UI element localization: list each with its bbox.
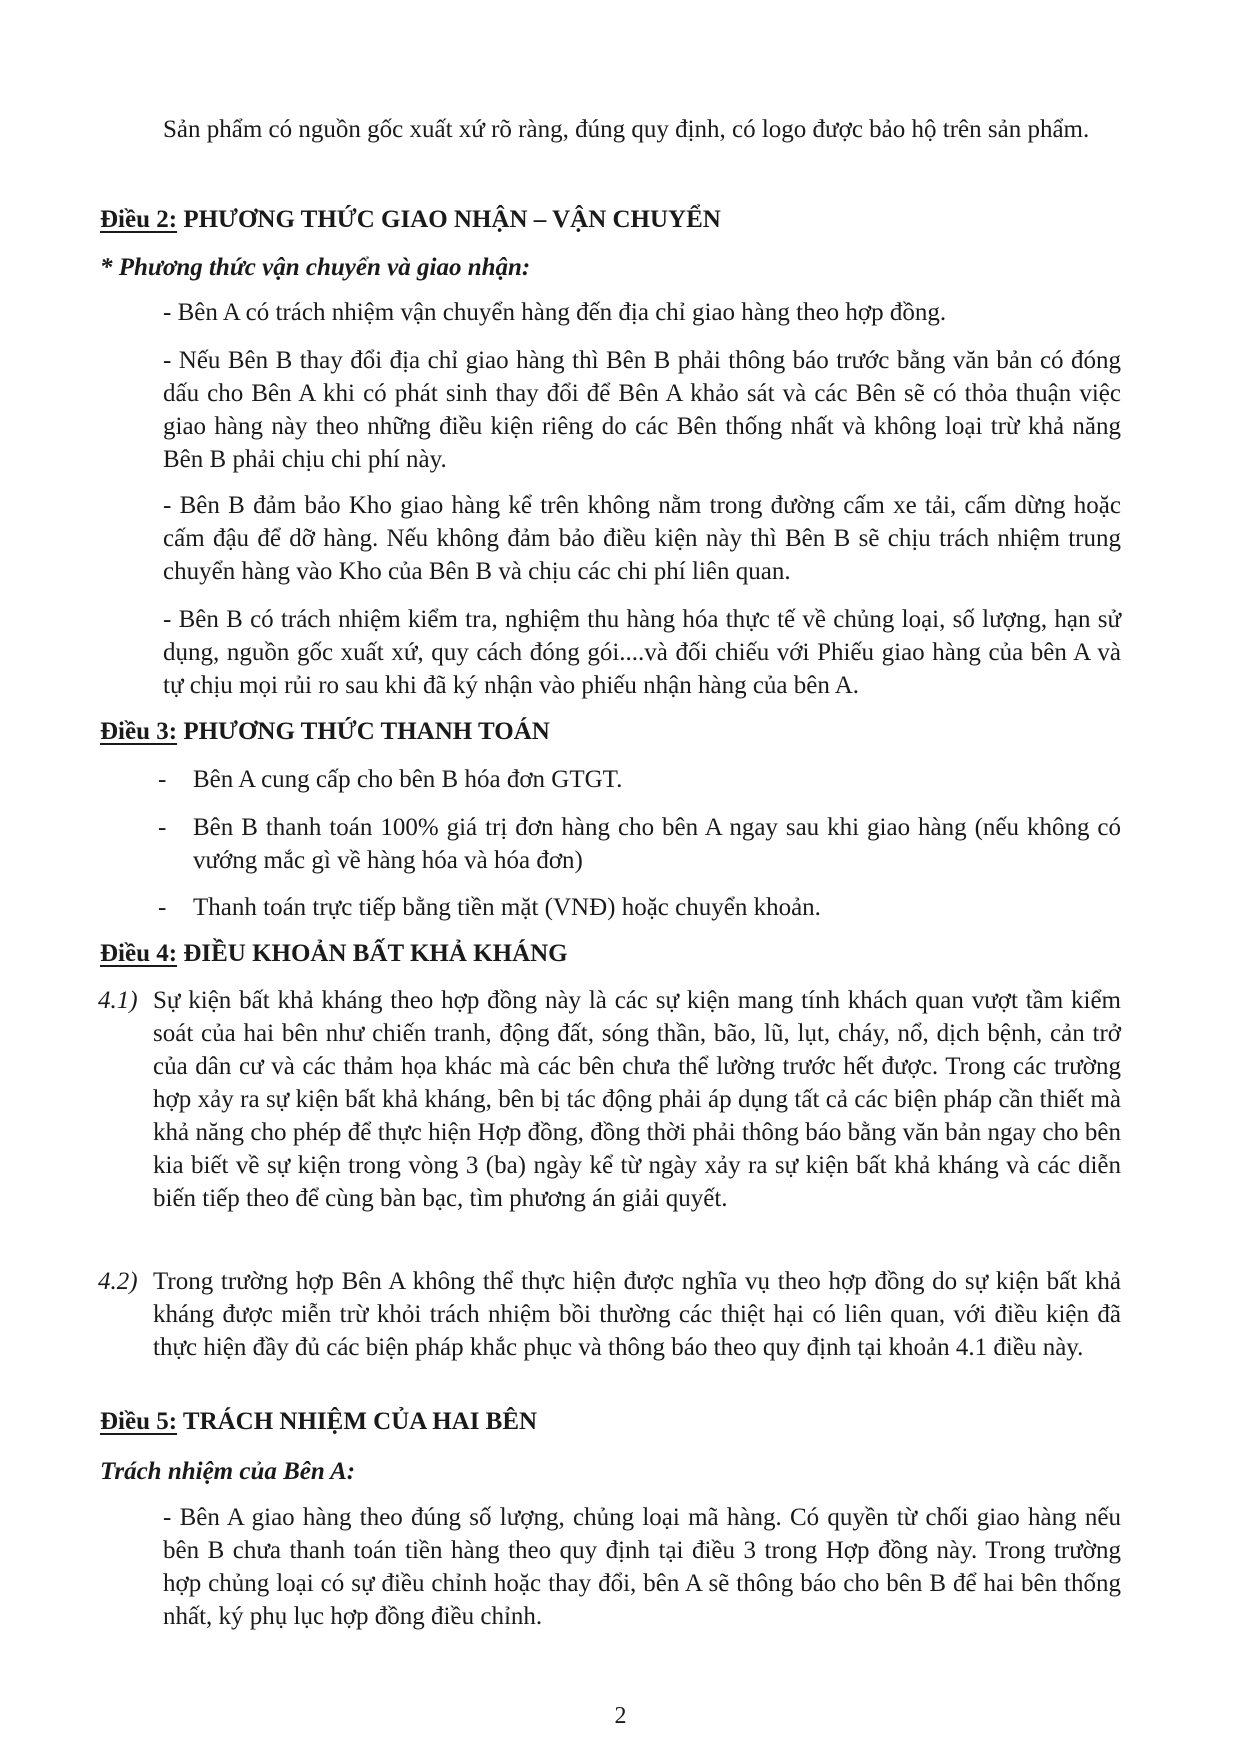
article-3-item-3: Thanh toán trực tiếp bằng tiền mặt (VNĐ) hoặc chuyển khoản. (193, 894, 821, 921)
article-2-heading (100, 203, 721, 236)
clause-4-2-text: Trong trường hợp Bên A không thể thực hiện được nghĩa vụ theo hợp đồng do sự kiện bất khả kháng được miễn trừ khỏi trách nhiệm bồi thường các thiệt hại có liên quan, với điều kiện đã thực hiện đầy đủ các biện pháp khắc phục và thông báo theo quy định tại khoản 4.1 điều này. (153, 1268, 1121, 1361)
clause-4-1-number: 4.1) (98, 987, 138, 1014)
article-3-title: PHƯƠNG THỨC THANH TOÁN (183, 718, 550, 745)
intro-paragraph: Sản phẩm có nguồn gốc xuất xứ rõ ràng, đúng quy định, có logo được bảo hộ trên sản phẩm. (163, 116, 1090, 143)
article-2-item-4: - Bên B có trách nhiệm kiểm tra, nghiệm thu hàng hóa thực tế về chủng loại, số lượng, hạn sử dụng, nguồn gốc xuất xứ, quy cách đóng gói....và đối chiếu với Phiếu giao hàng của bên A và tự chịu mọi rủi ro sau khi đã ký nhận vào phiếu nhận hàng của bên A. (163, 606, 1121, 699)
article-3-dash-2: - (158, 814, 167, 841)
article-5-item-1: - Bên A giao hàng theo đúng số lượng, chủng loại mã hàng. Có quyền từ chối giao hàng nếu bên B chưa thanh toán tiền hàng theo quy định tại điều 3 trong Hợp đồng này. Trong trường hợp chủng loại có sự điều chỉnh hoặc thay đổi, bên A sẽ thông báo cho bên B để hai bên thống nhất, ký phụ lục hợp đồng điều chỉnh. (163, 1504, 1121, 1630)
article-2-subheading: * Phương thức vận chuyển và giao nhận: (100, 254, 531, 281)
article-5-label: Điều 5: (100, 1408, 178, 1435)
article-5-title: TRÁCH NHIỆM CỦA HAI BÊN (182, 1408, 538, 1435)
page-number: 2 (614, 1703, 627, 1729)
article-4-heading (100, 937, 568, 970)
article-4-label: Điều 4: (100, 940, 178, 967)
article-3-heading (100, 715, 550, 748)
article-3-label: Điều 3: (100, 718, 178, 745)
article-2-title: PHƯƠNG THỨC GIAO NHẬN – VẬN CHUYỂN (183, 206, 721, 233)
clause-4-1-text: Sự kiện bất khả kháng theo hợp đồng này là các sự kiện mang tính khách quan vượt tầm kiểm soát của hai bên như chiến tranh, động đất, sóng thần, bão, lũ, lụt, cháy, nổ, dịch bệnh, cản trở của dân cư và các thảm họa khác mà các bên chưa thể lường trước hết được. Trong các trường hợp xảy ra sự kiện bất khả kháng, bên bị tác động phải áp dụng tất cả các biện pháp cần thiết mà khả năng cho phép để thực hiện Hợp đồng, đồng thời phải thông báo bằng văn bản ngay cho bên kia biết về sự kiện trong vòng 3 (ba) ngày kể từ ngày xảy ra sự kiện bất khả kháng và các diễn biến tiếp theo để cùng bàn bạc, tìm phương án giải quyết. (153, 987, 1121, 1212)
article-2-item-1: - Bên A có trách nhiệm vận chuyển hàng đến địa chỉ giao hàng theo hợp đồng. (163, 299, 947, 326)
article-2-item-2: - Nếu Bên B thay đổi địa chỉ giao hàng thì Bên B phải thông báo trước bằng văn bản có đóng dấu cho Bên A khi có phát sinh thay đổi để Bên A khảo sát và các Bên sẽ có thỏa thuận việc giao hàng này theo những điều kiện riêng do các Bên thống nhất và không loại trừ khả năng Bên B phải chịu chi phí này. (163, 347, 1121, 473)
article-3-item-1: Bên A cung cấp cho bên B hóa đơn GTGT. (193, 766, 623, 793)
article-3-dash-1: - (158, 766, 167, 793)
article-2-item-3: - Bên B đảm bảo Kho giao hàng kể trên không nằm trong đường cấm xe tải, cấm dừng hoặc cấm đậu để dỡ hàng. Nếu không đảm bảo điều kiện này thì Bên B sẽ chịu trách nhiệm trung chuyển hàng vào Kho của Bên B và chịu các chi phí liên quan. (163, 492, 1121, 585)
article-3-dash-3: - (158, 894, 167, 921)
article-2-label: Điều 2: (100, 206, 178, 233)
article-5-subheading: Trách nhiệm của Bên A: (100, 1458, 356, 1485)
article-3-item-2: Bên B thanh toán 100% giá trị đơn hàng cho bên A ngay sau khi giao hàng (nếu không có vướng mắc gì về hàng hóa và hóa đơn) (193, 814, 1121, 874)
article-5-heading (100, 1405, 537, 1438)
clause-4-2-number: 4.2) (98, 1268, 138, 1295)
article-4-title: ĐIỀU KHOẢN BẤT KHẢ KHÁNG (183, 940, 568, 967)
